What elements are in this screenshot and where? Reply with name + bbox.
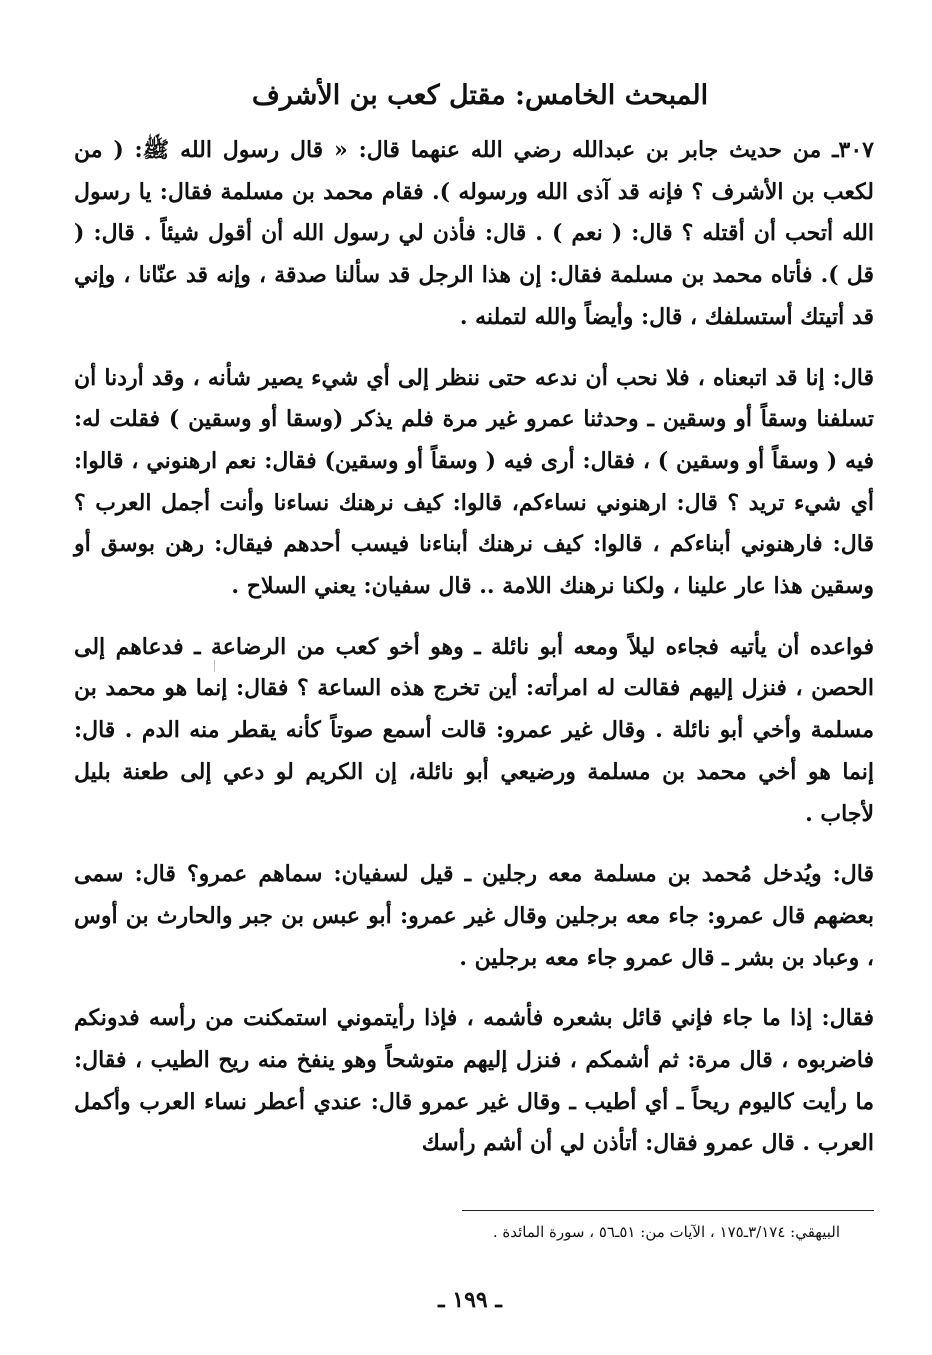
footnote-divider	[462, 1210, 874, 1211]
page-title: المبحث الخامس: مقتل كعب بن الأشرف	[251, 80, 709, 111]
paragraph-hadith-307: ٣٠٧ـ من حديث جابر بن عبدالله رضي الله عنهما قال: « قال رسول الله ﷺ: ( من لكعب بن الأشرف ؟ فإنه قد آذى الله ورسوله ). فقام محمد بن مسلمة فقال: يا رسول الله أتحب أن أقتله ؟ قال: ( نعم ) . قال: فأذن لي رسول الله أن أقول شيئاً . قال: ( قل ). فأتاه محمد بن مسلمة فقال: إن هذا الرجل قد سألنا صدقة ، وإنه قد عنّانا ، وإني قد أتيتك أستسلفك ، قال: وأيضاً والله لتملنه .	[74, 137, 874, 330]
footnote: البيهقي: ٣/١٧٤ـ١٧٥ ، الآيات من: ٥١ـ٥٦ ، سورة المائدة .	[492, 1223, 840, 1241]
body-text	[74, 130, 874, 1184]
paragraph-companions: قال: ويُدخل مُحمد بن مسلمة معه رجلين ـ قيل لسفيان: سماهم عمرو؟ قال: سمى بعضهم قال عمرو: جاء معه برجلين وقال غير عمرو: أبو عبس بن جبر والحارث بن أوس ، وعباد بن بشر ـ قال عمرو جاء معه برجلين .	[74, 861, 874, 971]
paragraph-night-visit: فواعده أن يأتيه فجاءه ليلاً ومعه أبو نائلة ـ وهو أخو كعب من الرضاعة ـ فدعاهم إلى الحصن ، فنزل إليهم فقالت له امرأته: أين تخرج هذه الساعة ؟ فقال: إنما هو محمد بن مسلمة وأخي أبو نائلة . وقال غير عمرو: قالت أسمع صوتاً كأنه يقطر منه الدم . قال: إنما هو أخي محمد بن مسلمة ورضيعي أبو نائلة، إن الكريم لو دعي إلى طعنة بليل لأجاب .	[74, 633, 874, 827]
paragraph-plan: فقال: إذا ما جاء فإني قائل بشعره فأشمه ، فإذا رأيتموني استمكنت من رأسه فدونكم فاضربوه ، قال مرة: ثم أشمكم ، فنزل إليهم متوشحاً وهو ينفخ منه ريح الطيب ، فقال: ما رأيت كاليوم ريحاً ـ أي أطيب ـ وقال غير عمرو قال: عندي أعطر نساء العرب وأكمل العرب . قال عمرو فقال: أتأذن لي أن أشم رأسك	[74, 1005, 874, 1157]
scan-speck	[214, 660, 215, 672]
page-number: ـ ١٩٩ ـ	[438, 1287, 502, 1313]
paragraph-pledge: قال: إنا قد اتبعناه ، فلا نحب أن ندعه حتى ننظر إلى أي شيء يصير شأنه ، وقد أردنا أن تسلفنا وسقاً أو وسقين ـ وحدثنا عمرو غير مرة فلم يذكر (وسقا أو وسقين ) فقلت له: فيه ( وسقاً أو وسقين ) ، فقال: أرى فيه ( وسقاً أو وسقين) فقال: نعم ارهنوني ، قالوا: أي شيء تريد ؟ قال: ارهنوني نساءكم، قالوا: كيف نرهنك نساءنا وأنت أجمل العرب ؟ قال: فارهنوني أبناءكم ، قالوا: كيف نرهنك أبناءنا فيسب أحدهم فيقال: رهن بوسق أو وسقين هذا عار علينا ، ولكنا نرهنك اللامة .. قال سفيان: يعني السلاح .	[74, 364, 874, 600]
